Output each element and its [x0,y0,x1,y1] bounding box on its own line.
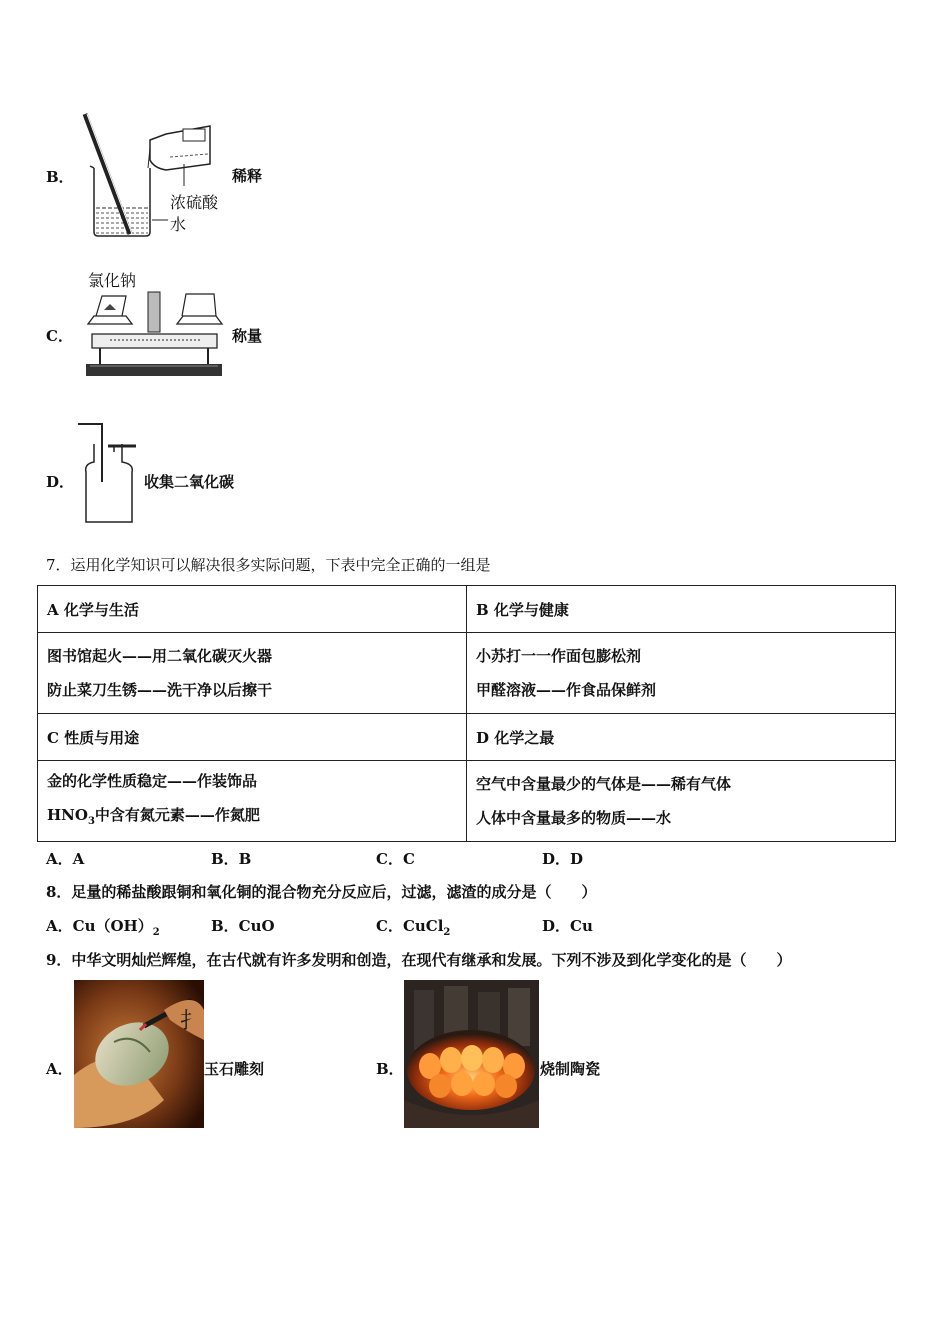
q7-table [37,585,896,842]
q9-option-a-letter[interactable]: A． [46,1060,73,1078]
cell-d-line-2: 人体中含量最多的物质——水 [476,809,672,827]
q8-option-b[interactable]: B．CuO [211,917,275,935]
q7-stem: 7．运用化学知识可以解决很多实际问题，下表中完全正确的一组是 [46,556,491,574]
q8-option-d[interactable]: D．Cu [542,917,593,935]
cell-b-line-1: 小苏打一一作面包膨松剂 [476,647,642,665]
label-conc-sulfuric-acid: 浓硫酸 [170,193,219,212]
table-cell-d [467,761,896,842]
ceramic-firing-photo [404,980,539,1128]
q7-option-a[interactable]: A．A [46,850,85,868]
cell-b-line-2: 甲醛溶液——作食品保鲜剂 [476,681,657,699]
gas-bottle-figure [74,422,140,526]
q9-option-b-letter[interactable]: B． [376,1060,404,1078]
option-c-caption: 称量 [232,327,263,345]
cell-a-line-1: 图书馆起火——用二氧化碳灭火器 [47,647,273,665]
q9-option-b-caption: 烧制陶瓷 [540,1060,601,1078]
label-sodium-chloride: 氯化钠 [88,271,137,290]
q7-option-b[interactable]: B．B [211,850,252,868]
option-d-caption: 收集二氧化碳 [144,473,235,491]
label-water: 水 [170,215,187,234]
table-header-a: A 化学与生活 [38,586,467,633]
option-d-letter: D． [46,473,75,491]
option-c-letter: C． [46,327,73,345]
table-cell-b [467,633,896,714]
option-b-caption: 稀释 [232,167,263,185]
table-header-c: C 性质与用途 [38,714,467,761]
table-header-b: B 化学与健康 [467,586,896,633]
balance-figure [82,286,227,382]
table-cell-c [38,761,467,842]
cell-a-line-2: 防止菜刀生锈——洗干净以后擦干 [47,681,273,699]
q8-option-c[interactable]: C．CuCl$_2$ [376,917,451,938]
cell-d-line-1: 空气中含量最少的气体是——稀有气体 [476,775,732,793]
jade-carving-photo [74,980,204,1128]
dilution-figure [80,112,230,240]
option-b-letter: B． [46,168,74,186]
cell-c-line-1: 金的化学性质稳定——作装饰品 [47,771,258,790]
q9-option-a-caption: 玉石雕刻 [204,1060,265,1078]
table-cell-a [38,633,467,714]
table-header-d: D 化学之最 [467,714,896,761]
q7-option-d[interactable]: D．D [542,850,584,868]
q8-stem: 8．足量的稀盐酸跟铜和氧化铜的混合物充分反应后，过滤，滤渣的成分是（ ） [46,883,597,901]
formula-hno3: $HNO_3$ [47,805,95,827]
cell-c-line-2: $HNO_3$中含有氮元素——作氮肥 [47,805,260,827]
q8-option-a[interactable]: A．$Cu(OH)_2$ [46,917,160,938]
svg-text:扌: 扌 [180,1009,203,1034]
q9-stem: 9．中华文明灿烂辉煌，在古代就有许多发明和创造，在现代有继承和发展。下列不涉及到化学变化的是（ ） [46,951,792,969]
q7-option-c[interactable]: C．C [376,850,415,868]
